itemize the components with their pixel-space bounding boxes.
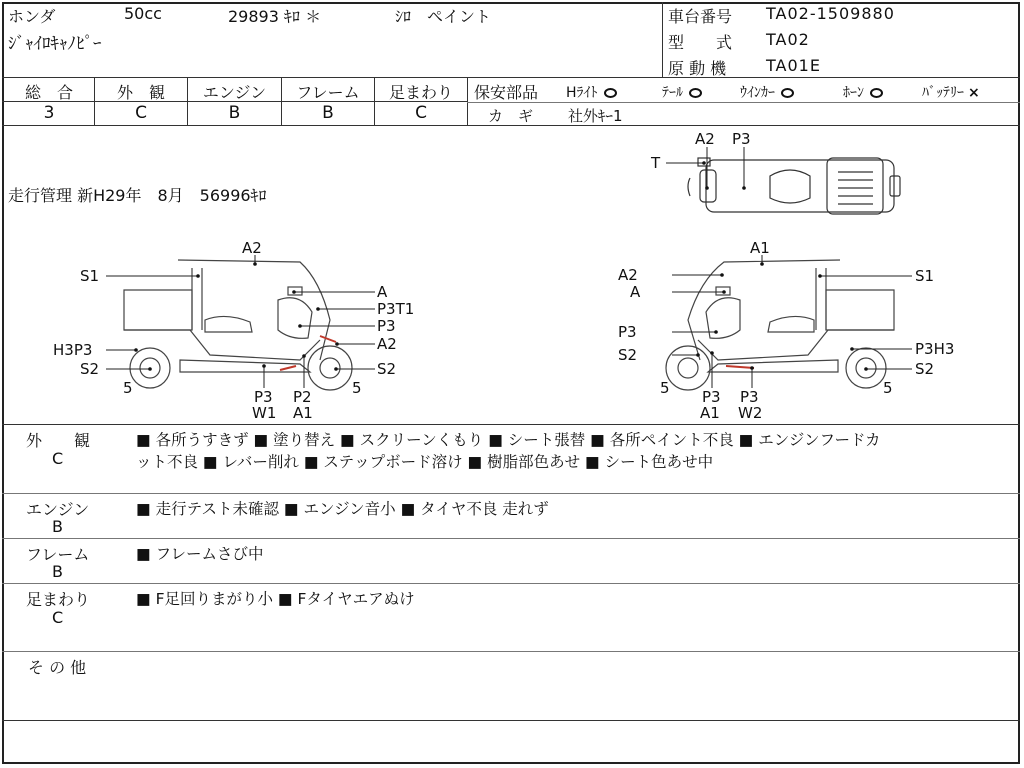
top-view-vehicle xyxy=(688,158,900,214)
note-exterior-grade: C xyxy=(52,449,64,468)
type-label: 型 式 xyxy=(668,33,733,52)
chassis-number: TA02-1509880 xyxy=(766,4,895,23)
diagram-label: A2 xyxy=(695,130,715,148)
mileage: 29893 ｷﾛ ＊ xyxy=(228,7,322,26)
maker: ホンダ xyxy=(8,7,56,26)
diagram-label: S2 xyxy=(377,360,397,378)
damage-mark xyxy=(726,366,754,368)
diagram-label: H3P3 xyxy=(53,341,93,359)
divider xyxy=(2,720,1020,721)
note-exterior-label: 外 観 xyxy=(26,431,91,450)
mileage-management: 走行管理 新H29年 8月 56996ｷﾛ xyxy=(8,186,267,205)
battery-label: ﾊﾞｯﾃﾘｰ xyxy=(922,85,964,101)
damage-points xyxy=(134,161,868,371)
engine-model-value: TA01E xyxy=(766,56,821,75)
diagram-label: A xyxy=(630,283,641,301)
key-label: カ ギ xyxy=(488,107,534,125)
engine-grade: B xyxy=(228,103,241,123)
note-frame-line: ■ フレームさび中 xyxy=(136,545,264,563)
left-side-view-vehicle xyxy=(124,260,352,390)
diagram-label: A2 xyxy=(377,335,397,353)
diagram-label: W2 xyxy=(738,404,763,422)
diagram-label: 5 xyxy=(660,379,670,397)
winker-label: ｳｲﾝｶｰ xyxy=(740,85,775,101)
note-exterior-line1: ■ 各所うすきず ■ 塗り替え ■ スクリーンくもり ■ シート張替 ■ 各所ペイント不良 ■ エンジンフードカ xyxy=(136,431,881,449)
note-engine-grade: B xyxy=(52,517,63,536)
diagram-label: P3T1 xyxy=(377,300,415,318)
safety-label: 保安部品 xyxy=(474,83,539,102)
note-exterior-line2: ット不良 ■ レバー削れ ■ ステップボード溶け ■ 樹脂部色あせ ■ シート色あせ中 xyxy=(136,453,714,471)
headlight-label: Hﾗｲﾄ xyxy=(566,85,598,101)
overall-label: 総 合 xyxy=(24,83,73,102)
model-name: ｼﾞｬｲﾛｷｬﾉﾋﾟｰ xyxy=(8,34,102,54)
diagram-label: P3 xyxy=(702,388,721,406)
diagram-label: P3 xyxy=(618,323,637,341)
diagram-label: P3 xyxy=(377,317,396,335)
type-value: TA02 xyxy=(766,30,810,49)
diagram-label: P3 xyxy=(732,130,751,148)
displacement: 50cc xyxy=(124,4,162,23)
diagram-label: A2 xyxy=(618,266,638,284)
diagram-label: 5 xyxy=(123,379,133,397)
note-suspension-label: 足まわり xyxy=(26,590,91,609)
diagram-label: S2 xyxy=(915,360,935,378)
note-frame-grade: B xyxy=(52,562,63,581)
key-value: 社外ｷｰ1 xyxy=(568,107,623,125)
divider xyxy=(2,583,1020,584)
diagram-label: W1 xyxy=(252,404,277,422)
battery-mark: × xyxy=(968,85,980,101)
divider xyxy=(2,424,1020,425)
diagram-label: P3 xyxy=(254,388,273,406)
diagram-label: A2 xyxy=(242,239,262,257)
diagram-label: S1 xyxy=(915,267,935,285)
chassis-label: 車台番号 xyxy=(668,7,733,26)
diagram-label: P3 xyxy=(740,388,759,406)
exterior-label: 外 観 xyxy=(116,83,165,102)
overall-grade: 3 xyxy=(43,103,55,123)
suspension-grade: C xyxy=(415,103,427,123)
diagram-label: T xyxy=(651,154,661,172)
note-suspension-line: ■ F足回りまがり小 ■ Fタイヤエアぬけ xyxy=(136,590,415,608)
engine-model-label: 原 動 機 xyxy=(668,59,727,78)
divider xyxy=(2,493,1020,494)
diagram-label: S2 xyxy=(618,346,638,364)
diagram-label: S1 xyxy=(80,267,100,285)
body-color: ｼﾛ ペイント xyxy=(395,7,492,26)
right-side-view-vehicle xyxy=(666,260,894,390)
suspension-label: 足まわり xyxy=(388,83,453,102)
note-engine-label: エンジン xyxy=(26,500,90,519)
frame-grade: B xyxy=(322,103,334,123)
note-engine-line: ■ 走行テスト未確認 ■ エンジン音小 ■ タイヤ不良 走れず xyxy=(136,500,549,518)
divider xyxy=(2,538,1020,539)
exterior-grade: C xyxy=(135,103,147,123)
diagram-label: A1 xyxy=(750,239,770,257)
diagram-label: A1 xyxy=(700,404,720,422)
diagram-label: S2 xyxy=(80,360,100,378)
diagram-label: P3H3 xyxy=(915,340,955,358)
diagram-label: A xyxy=(377,283,388,301)
horn-label: ﾎｰﾝ xyxy=(843,85,864,101)
note-other-label: そ の 他 xyxy=(28,658,87,677)
note-suspension-grade: C xyxy=(52,608,64,627)
diagram-label: P2 xyxy=(293,388,312,406)
diagram-label: 5 xyxy=(883,379,893,397)
note-frame-label: フレーム xyxy=(26,545,90,564)
damage-mark xyxy=(320,336,336,342)
engine-label: エンジン xyxy=(202,83,267,102)
damage-mark xyxy=(280,366,296,370)
frame-label: フレーム xyxy=(296,83,360,102)
divider xyxy=(2,651,1020,652)
taillight-label: ﾃｰﾙ xyxy=(662,85,683,101)
diagram-label: A1 xyxy=(293,404,313,422)
diagram-label: 5 xyxy=(352,379,362,397)
